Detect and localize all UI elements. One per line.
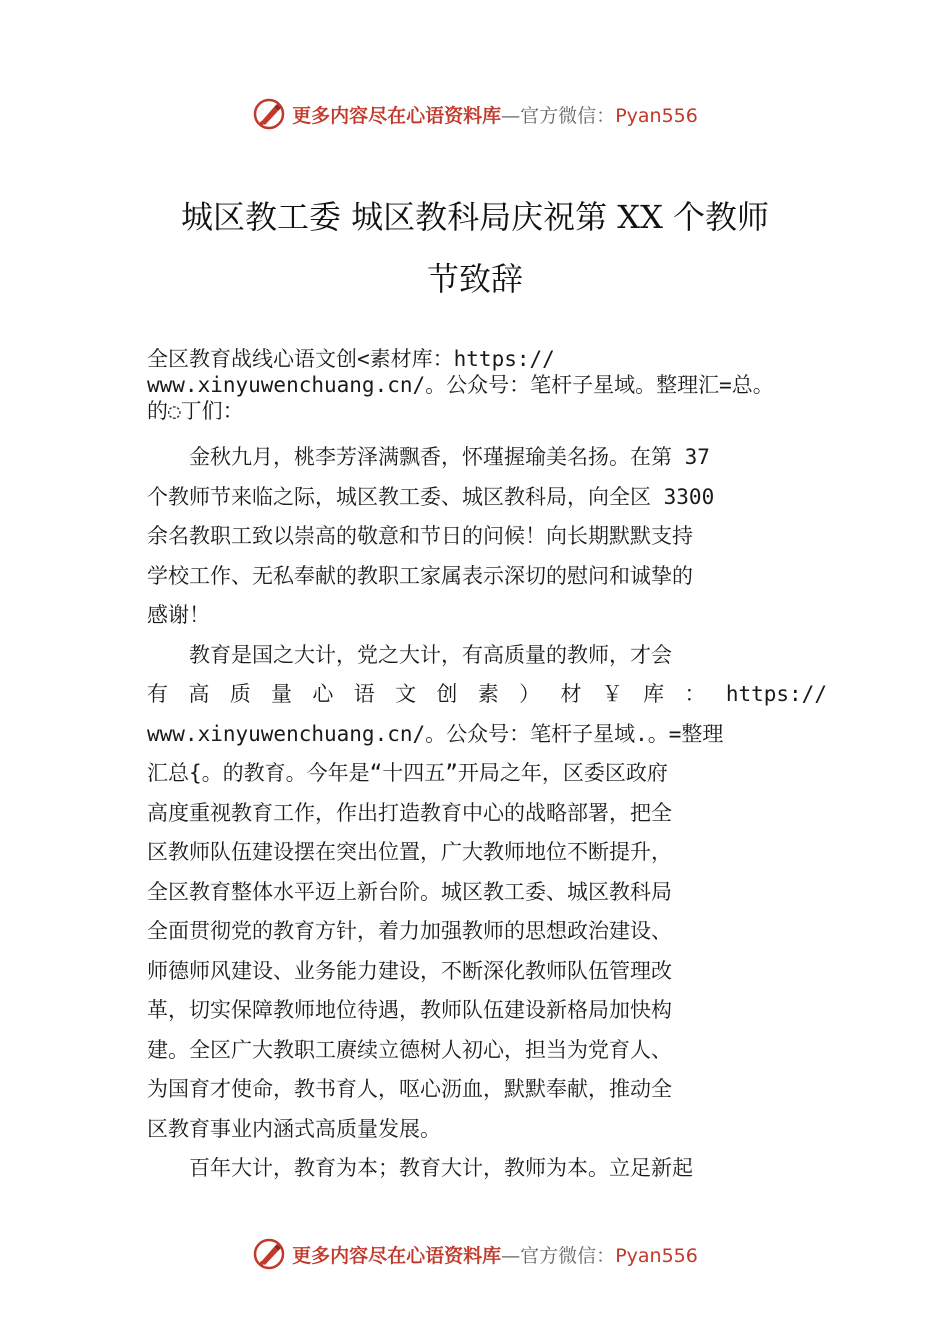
source-notice — [147, 346, 827, 424]
spread-char: https:// — [725, 682, 827, 706]
paragraph-line: 个教师节来临之际，城区教工委、城区教科局，向全区 3300 — [147, 484, 715, 509]
spread-char: 库 — [643, 682, 665, 706]
spread-char: ￥ — [601, 682, 623, 706]
paragraph-line: 全区教育整体水平迈上新台阶。城区教工委、城区教科局 — [147, 879, 672, 904]
header-banner-text — [292, 101, 698, 128]
document-title — [0, 186, 950, 310]
paragraph-line: 全面贯彻党的教育方针，着力加强教师的思想政治建设、 — [147, 919, 672, 943]
spread-char: 有 — [147, 682, 168, 706]
paragraph-line: 为国育才使命，教书育人，呕心沥血，默默奉献，推动全 — [147, 1077, 672, 1101]
spread-char: 创 — [436, 682, 458, 706]
spread-char: 材 — [560, 682, 582, 706]
paragraph-1 — [147, 438, 827, 636]
spread-char: ： — [684, 682, 706, 706]
title-line-2: 节致辞 — [426, 260, 523, 298]
paragraph-line: 建。全区广大教职工赓续立德树人初心，担当为党育人、 — [147, 1037, 672, 1062]
paragraph-line: 高度重视教育工作，作出打造教育中心的战略部署，把全 — [147, 800, 672, 825]
spread-char: 心 — [312, 682, 334, 706]
paragraph-line-spread — [147, 675, 827, 715]
spread-char: 语 — [353, 682, 375, 706]
paragraph-line: 百年大计，教育为本；教育大计，教师为本。立足新起 — [189, 1156, 693, 1180]
footer-banner-text — [292, 1241, 698, 1268]
paragraph-line: 学校工作、无私奉献的教职工家属表示深切的慰问和诚挚的 — [147, 563, 693, 588]
title-line-1: 城区教工委 城区教科局庆祝第 XX 个教师 — [180, 198, 770, 236]
paragraph-line: 师德师风建设、业务能力建设，不断深化教师队伍管理改 — [147, 958, 672, 983]
paragraph-line: www.xinyuwenchuang.cn/。公众号：笔杆子星域.。=整理 — [147, 721, 724, 746]
notice-line: www.xinyuwenchuang.cn/。公众号：笔杆子星域。整理汇=总。 — [147, 373, 774, 397]
spread-char: 素 — [477, 682, 499, 706]
paragraph-line: 教育是国之大计，党之大计，有高质量的教师，才会 — [189, 642, 672, 667]
banner-dash-text: —官方微信： — [501, 1244, 616, 1267]
pen-seal-logo-icon — [252, 1237, 286, 1271]
header-banner — [0, 94, 950, 134]
spread-char: ） — [519, 682, 541, 706]
paragraph-line: 余名教职工致以崇高的敬意和节日的问候！向长期默默支持 — [147, 524, 693, 548]
paragraph-line: 汇总{。的教育。今年是“十四五”开局之年，区委区政府 — [147, 761, 668, 785]
banner-wechat-id: Pyan556 — [615, 104, 698, 127]
pen-seal-logo-icon — [252, 97, 286, 131]
banner-dash-text: —官方微信： — [501, 104, 616, 127]
banner-main-text: 更多内容尽在心语资料库 — [292, 104, 502, 127]
paragraph-2 — [147, 636, 827, 1150]
banner-wechat-id: Pyan556 — [615, 1244, 698, 1267]
paragraph-line: 感谢！ — [147, 603, 210, 627]
notice-line: 的◌丁们： — [147, 399, 244, 423]
spread-char: 高 — [188, 682, 210, 706]
spread-char: 文 — [395, 682, 417, 706]
paragraph-3 — [147, 1149, 827, 1189]
footer-banner — [0, 1234, 950, 1274]
paragraph-line: 金秋九月，桃李芳泽满飘香，怀瑾握瑜美名扬。在第 37 — [189, 445, 710, 469]
notice-line: 全区教育战线心语文创<素材库：https:// — [147, 347, 555, 371]
document-body — [147, 346, 827, 1189]
paragraph-line: 革，切实保障教师地位待遇，教师队伍建设新格局加快构 — [147, 998, 672, 1022]
banner-main-text: 更多内容尽在心语资料库 — [292, 1244, 502, 1267]
paragraph-line: 区教育事业内涵式高质量发展。 — [147, 1116, 441, 1141]
spread-char: 质 — [229, 682, 251, 706]
spread-char: 量 — [271, 682, 293, 706]
paragraph-line: 区教师队伍建设摆在突出位置，广大教师地位不断提升， — [147, 840, 672, 864]
